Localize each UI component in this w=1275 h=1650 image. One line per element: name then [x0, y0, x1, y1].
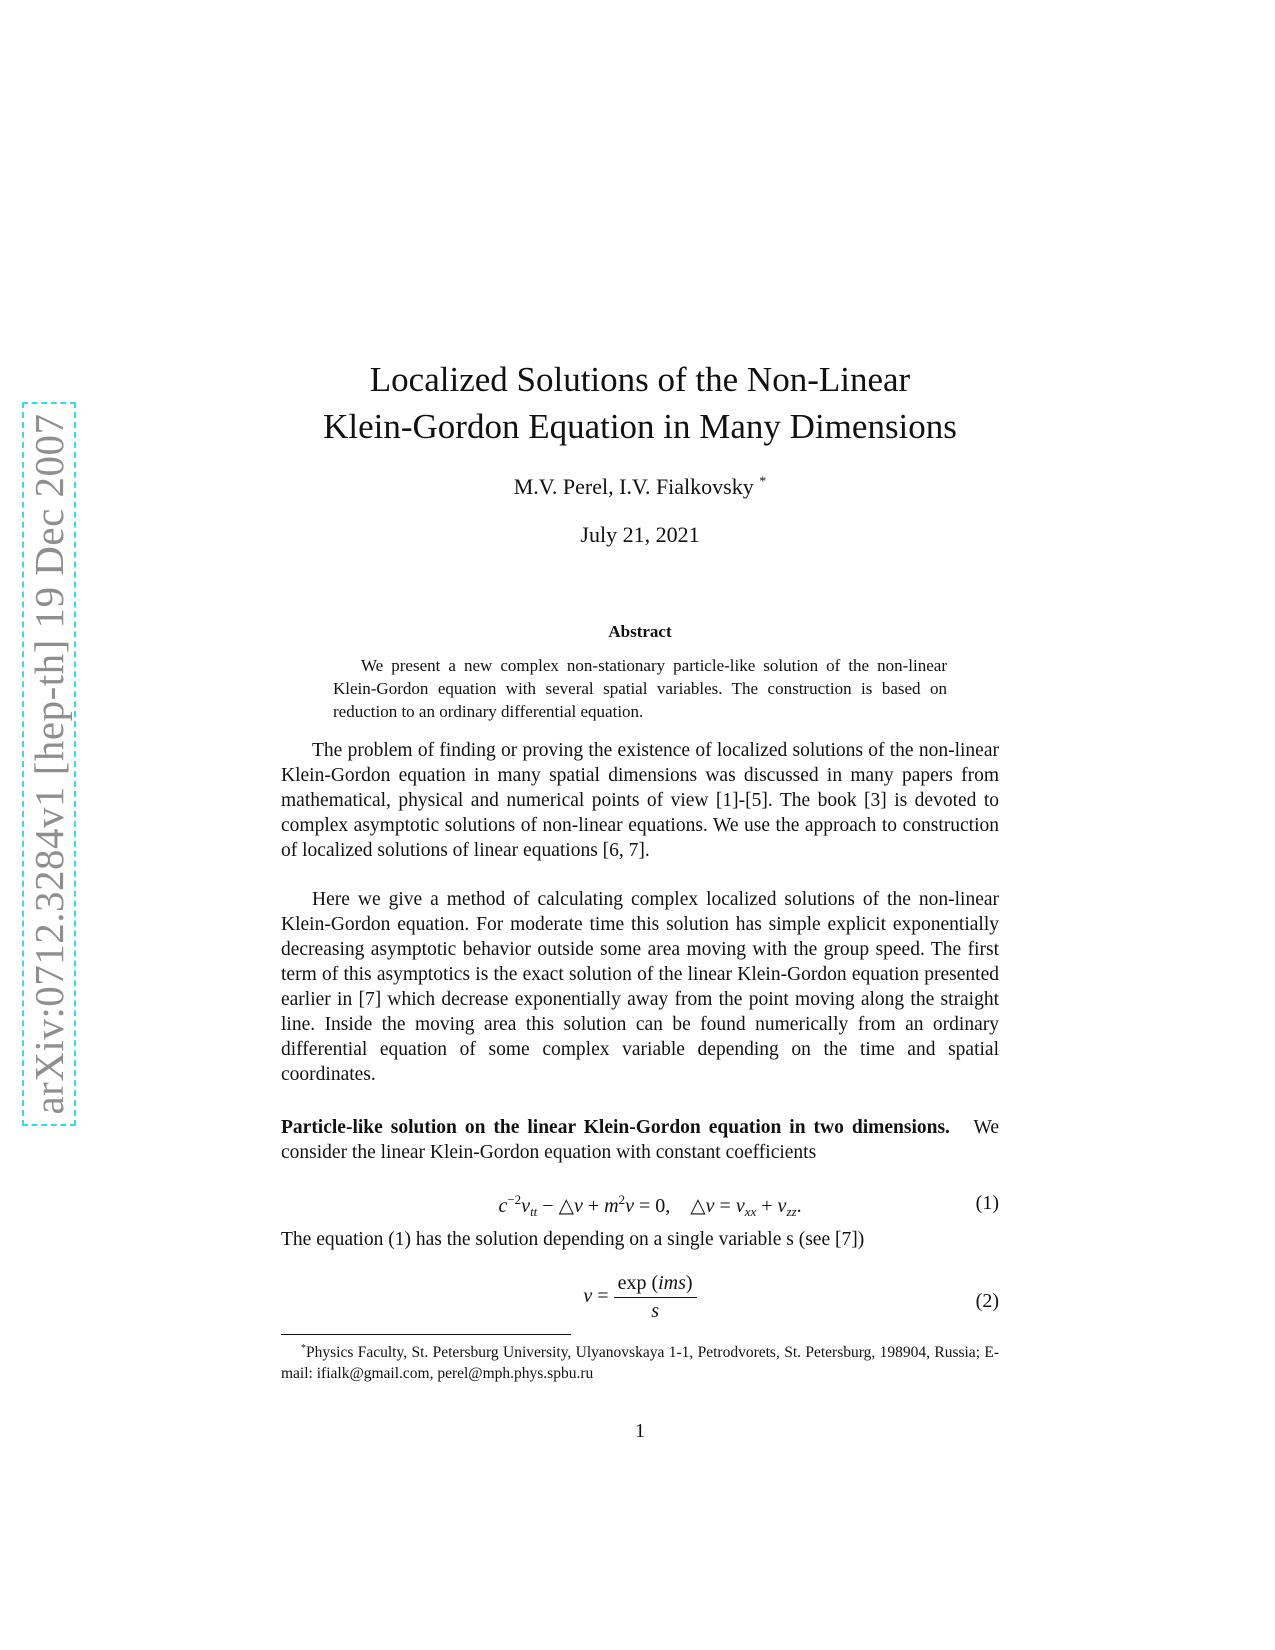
equation-2	[281, 1272, 999, 1332]
equation-1	[281, 1192, 999, 1226]
intro-paragraph-1: The problem of finding or proving the existence of localized solutions of the non-linear Klein-Gordon equation in many spatial dimensions was discussed in many papers from mathematical, physical and numerical points of view [1]-[5]. The book [3] is devoted to complex asymptotic solutions of non-linear equations. We use the approach to construction of localized solutions of linear equations [6, 7].	[281, 740, 999, 861]
arxiv-identifier-stamp	[22, 402, 76, 1126]
author-footnote-mark: *	[759, 474, 767, 490]
title-line-1: Localized Solutions of the Non-Linear	[369, 360, 911, 399]
equation-2-fraction: $\frac{\text{exp (ims)}}{s}$	[614, 1272, 697, 1323]
footnote-divider	[281, 1334, 571, 1335]
section-paragraph	[281, 1115, 999, 1165]
footnote	[281, 1338, 999, 1384]
intro-paragraph-2: Here we give a method of calculating complex localized solutions of the non-linear Klein-Gordon equation. For moderate time this solution has simple explicit exponentially decreasing asymptotic behavior outside some area moving with the group speed. The first term of this asymptotics is the exact solution of the linear Klein-Gordon equation presented earlier in [7] which decrease exponentially away from the point moving along the straight line. Inside the moving area this solution can be found numerically from an ordinary differential equation of some complex variable depending on the time and spatial coordinates.	[281, 889, 999, 1085]
paper-title	[280, 356, 1000, 450]
equation-1-number: (1)	[975, 1192, 999, 1214]
section-run-in-heading: Particle-like solution on the linear Klein-Gordon equation in two dimensions.	[281, 1117, 950, 1138]
abstract-text: We present a new complex non-stationary particle-like solution of the non-linear Klein-Gordon equation with several spatial variables. The construction is based on reduction to an ordinary differential equation.	[333, 656, 947, 721]
equation-followup-text: The equation (1) has the solution depending on a single variable s (see [7])	[281, 1229, 865, 1250]
equation-1-formula: $c^{-2}v_{tt}$ − △v + $m^2v = 0$, △v = $v_{xx} + v_{zz}$.	[498, 1192, 802, 1219]
footnote-mark: *	[301, 1343, 306, 1354]
abstract-heading: Abstract	[608, 622, 672, 641]
section-paragraph-text: We consider the linear Klein-Gordon equation with constant coefficients	[281, 1117, 999, 1163]
author-list	[280, 474, 1000, 500]
page-number: 1	[635, 1420, 645, 1442]
title-line-2: Klein-Gordon Equation in Many Dimensions	[323, 407, 957, 446]
equation-2-formula: v = $\frac{\text{exp (ims)}}{s}$	[281, 1272, 999, 1323]
footnote-text: Physics Faculty, St. Petersburg University, Ulyanovskaya 1-1, Petrodvorets, St. Petersburg, 198904, Russia; E-mail: ifialk@gmail.com, perel@mph.phys.spbu.ru	[281, 1344, 999, 1383]
author-names: M.V. Perel, I.V. Fialkovsky	[513, 474, 754, 499]
equation-2-number: (2)	[975, 1290, 999, 1312]
paper-date: July 21, 2021	[580, 522, 700, 547]
arxiv-identifier-text: arXiv:0712.3284v1 [hep-th] 19 Dec 2007	[26, 413, 72, 1115]
